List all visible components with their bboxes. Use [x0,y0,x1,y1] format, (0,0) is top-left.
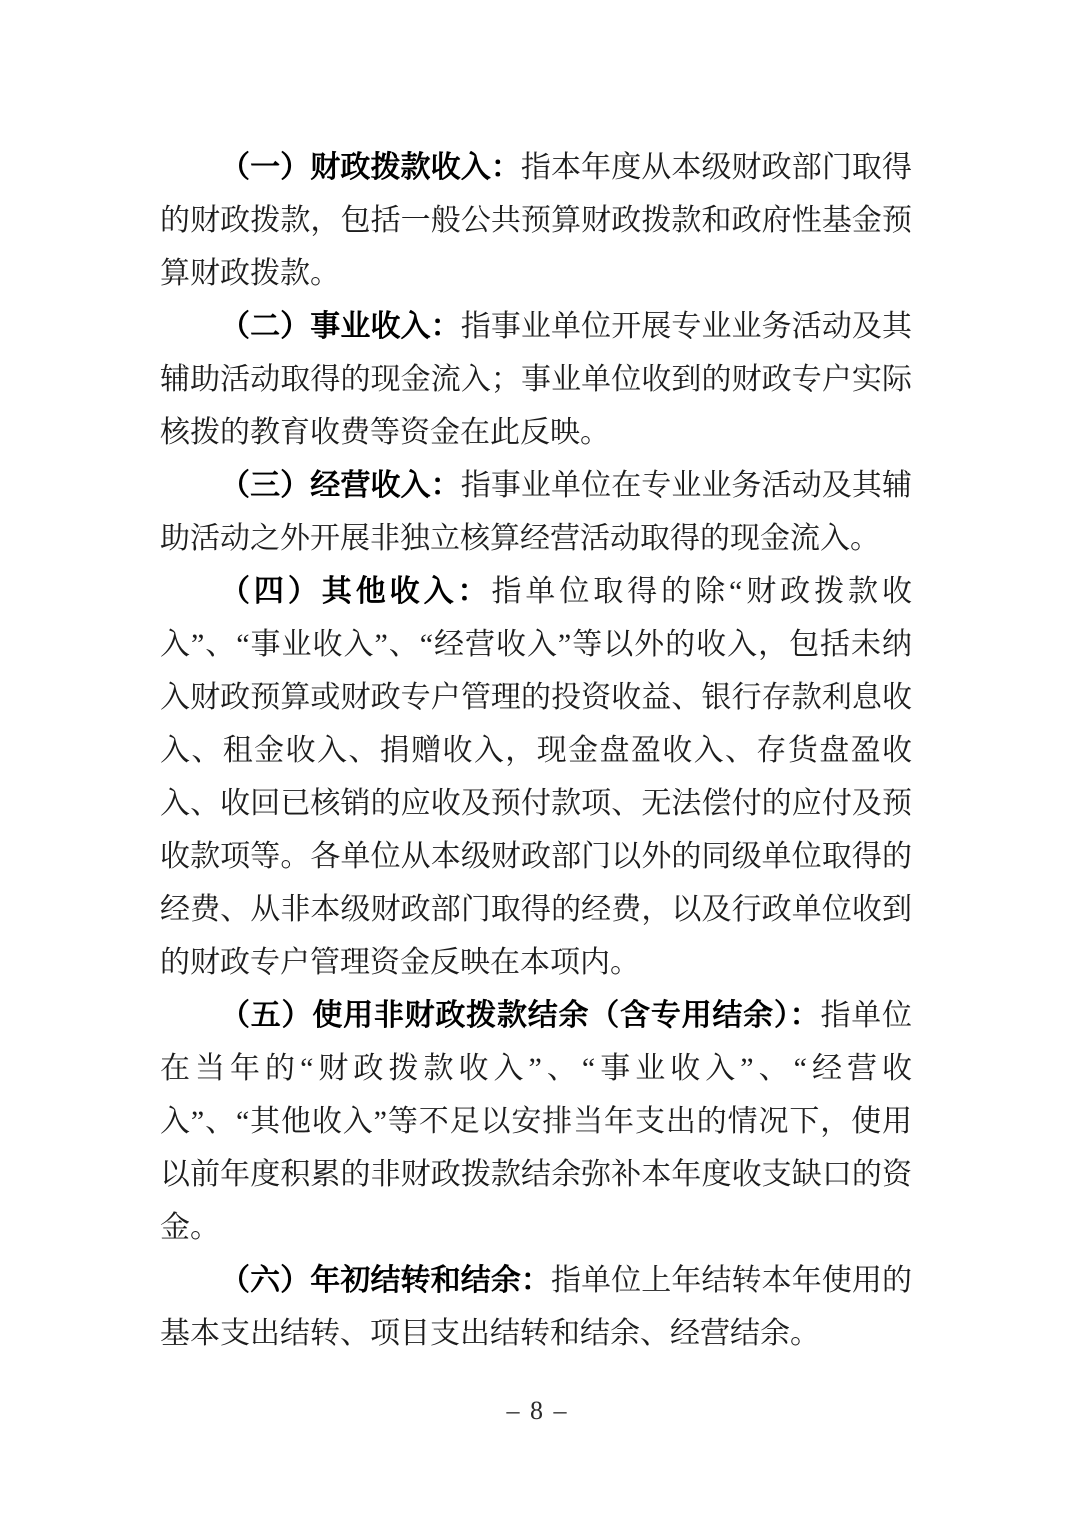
paragraph-income-operating-institution [160,300,912,459]
paragraph-heading: （四）其他收入： [220,575,492,608]
paragraph-income-business [160,459,912,565]
paragraph-income-other [160,565,912,989]
paragraph-heading: （五）使用非财政拨款结余（含专用结余）： [220,999,821,1032]
paragraph-body-text: 指事业单位在专业业务活动及其辅助活动之外开展非独立核算经营活动取得的现金流入。 [160,469,913,555]
paragraph-body-text: 指本年度从本级财政部门取得的财政拨款，包括一般公共预算财政拨款和政府性基金预算财政拨款。 [160,151,913,290]
page-footer [0,1396,1075,1426]
paragraph-heading: （三）经营收入： [220,469,461,502]
paragraph-use-of-non-fiscal-surplus [160,989,912,1254]
paragraph-body-text: 指事业单位开展专业业务活动及其辅助活动取得的现金流入；事业单位收到的财政专户实际核拨的教育收费等资金在此反映。 [160,310,913,449]
paragraph-body-text: 指单位在当年的“财政拨款收入”、“事业收入”、“经营收入”、“其他收入”等不足以安排当年支出的情况下，使用以前年度积累的非财政拨款结余弥补本年度收支缺口的资金。 [160,999,913,1244]
page-number: – 8 – [506,1396,569,1425]
paragraph-income-fiscal-appropriation [160,141,912,300]
paragraph-body-text: 指单位上年结转本年使用的基本支出结转、项目支出结转和结余、经营结余。 [160,1264,912,1350]
paragraph-heading: （二）事业收入： [220,310,461,343]
document-body [160,141,912,1360]
paragraph-heading: （六）年初结转和结余： [220,1264,551,1297]
paragraph-body-text: 指单位取得的除“财政拨款收入”、“事业收入”、“经营收入”等以外的收入，包括未纳入财政预算或财政专户管理的投资收益、银行存款利息收入、租金收入、捐赠收入，现金盘盈收入、存货盘盈收入、收回已核销的应收及预付款项、无法偿付的应付及预收款项等。各单位从本级财政部门以外的同级单位取得的经费、从非本级财政部门取得的经费，以及行政单位收到的财政专户管理资金反映在本项内。 [160,575,912,979]
paragraph-carryover-and-surplus [160,1254,912,1360]
paragraph-heading: （一）财政拨款收入： [220,151,521,184]
